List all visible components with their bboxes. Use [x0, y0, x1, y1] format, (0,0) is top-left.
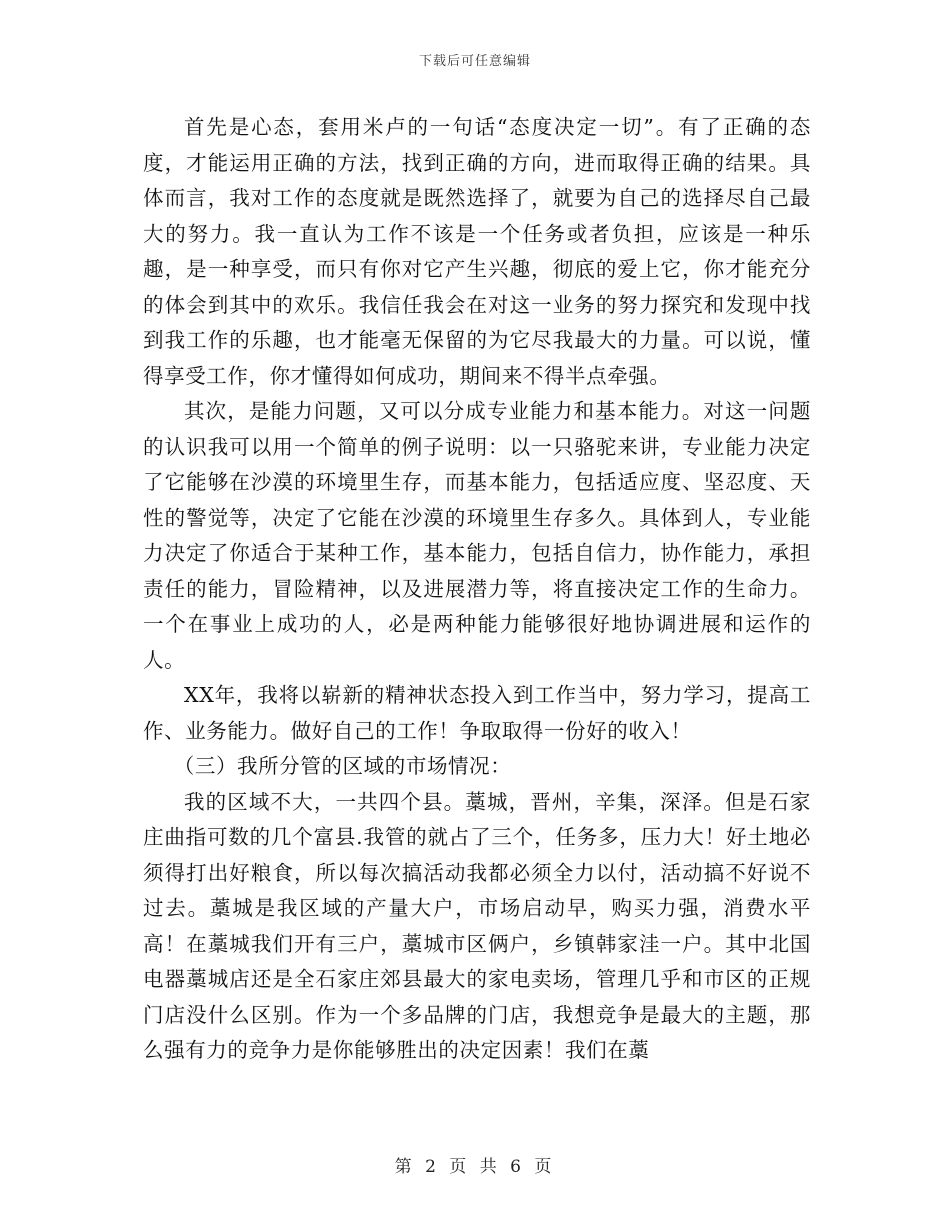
paragraph-plan: XX年，我将以崭新的精神状态投入到工作当中，努力学习，提高工作、业务能力。做好自己的工作！争取取得一份好的收入！	[143, 683, 811, 743]
page-header: 下载后可任意编辑	[418, 54, 531, 69]
paragraph-market: 我的区域不大，一共四个县。藁城，晋州，辛集，深泽。但是石家庄曲指可数的几个富县.我管的就占了三个，任务多，压力大！好土地必须得打出好粮食，所以每次搞活动我都必须全力以付，活动搞不好说不过去。藁城是我区域的产量大户，市场启动早，购买力强，消费水平高！在藁城我们开有三户，藁城市区俩户，乡镇韩家洼一户。其中北国电器藁城店还是全石家庄郊县最大的家电卖场，管理几乎和市区的正规门店没什么区别。作为一个多品牌的门店，我想竞争是最大的主题，那么强有力的竞争力是你能够胜出的决定因素！我们在藁	[143, 789, 811, 1062]
paragraph-ability: 其次，是能力问题，又可以分成专业能力和基本能力。对这一问题的认识我可以用一个简单的例子说明：以一只骆驼来讲，专业能力决定了它能够在沙漠的环境里生存，而基本能力，包括适应度、坚忍度、天性的警觉等，决定了它能在沙漠的环境里生存多久。具体到人，专业能力决定了你适合于某种工作，基本能力，包括自信力，协作能力，承担责任的能力，冒险精神，以及进展潜力等，将直接决定工作的生命力。一个在事业上成功的人，必是两种能力能够很好地协调进展和运作的人。	[143, 399, 811, 672]
page-number: 第 2 页 共 6 页	[394, 1157, 556, 1177]
section-heading-market: （三）我所分管的区域的市场情况：	[173, 754, 512, 778]
document-body	[143, 110, 811, 1069]
paragraph-attitude: 首先是心态，套用米卢的一句话“态度决定一切”。有了正确的态度，才能运用正确的方法，找到正确的方向，进而取得正确的结果。具体而言，我对工作的态度就是既然选择了，就要为自己的选择尽自己最大的努力。我一直认为工作不该是一个任务或者负担，应该是一种乐趣，是一种享受，而只有你对它产生兴趣，彻底的爱上它，你才能充分的体会到其中的欢乐。我信任我会在对这一业务的努力探究和发现中找到我工作的乐趣，也才能毫无保留的为它尽我最大的力量。可以说，懂得享受工作，你才懂得如何成功，期间来不得半点牵强。	[143, 115, 811, 388]
